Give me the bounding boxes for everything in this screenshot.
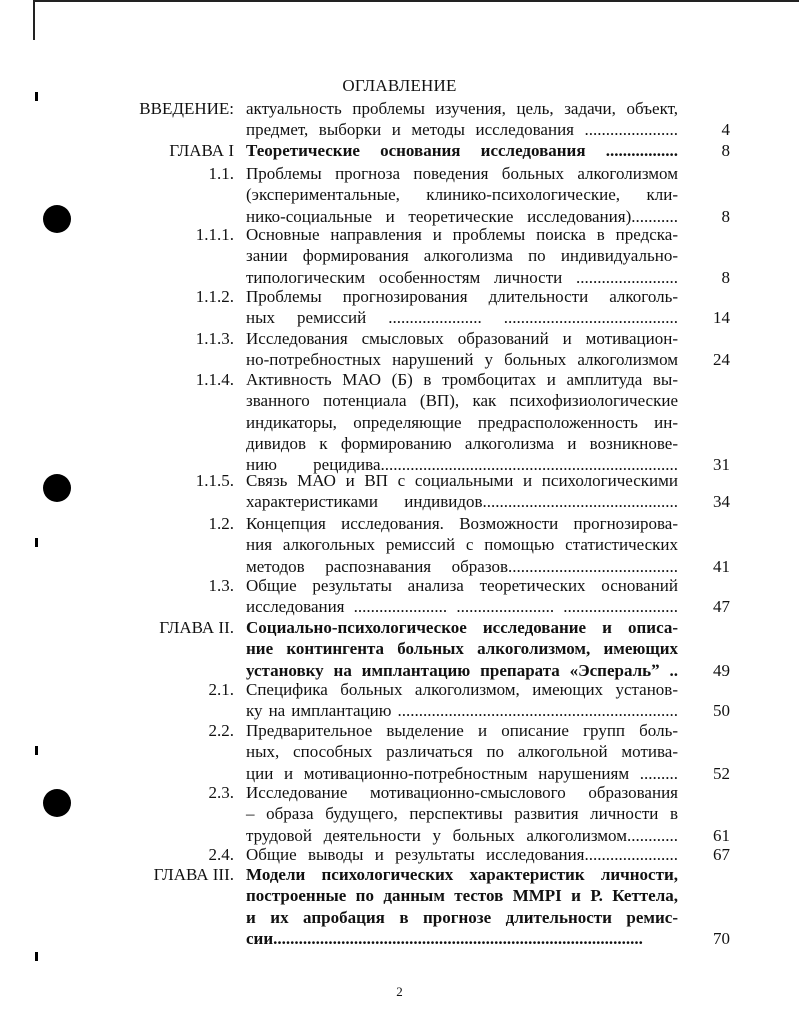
toc-entry-line: (экспериментальные, клинико-психологические, кли- <box>246 185 678 205</box>
toc-entry-title <box>246 679 678 722</box>
toc-entry-line: индикаторы, определяющие предрасположенность ин- <box>246 412 678 432</box>
toc-entry-title <box>246 575 678 618</box>
toc-entry-line: методов распознавания образов........................................ <box>246 556 678 576</box>
toc-entry-line: ции и мотивационно-потребностным нарушениям ......... <box>246 763 678 783</box>
toc-entry-page: 14 <box>713 308 730 328</box>
toc-entry-title <box>246 864 678 949</box>
toc-entry-line: построенные по данным тестов MMPI и Р. Кеттела, <box>246 886 678 906</box>
toc-entry-number: 1.1.4. <box>195 370 234 389</box>
toc-entry-line: исследования ...................... ....................... ........................... <box>246 597 678 617</box>
toc-entry-line: Концепция исследования. Возможности прогнозирова- <box>246 514 678 533</box>
scan-mark <box>35 746 38 755</box>
toc-entry-line: ных, способных различаться по алкогольной мотива- <box>246 742 678 762</box>
toc-entry-title <box>246 286 678 329</box>
toc-entry-page: 24 <box>713 350 730 370</box>
toc-entry-line: ных ремиссий ...................... ......................................... <box>246 308 678 328</box>
toc-entry-line: Предварительное выделение и описание групп боль- <box>246 721 678 740</box>
toc-entry-title <box>246 369 678 475</box>
toc-entry-line: ку на имплантацию .................................................................. <box>246 701 678 721</box>
punch-hole-icon <box>43 474 71 502</box>
toc-entry-number: 2.4. <box>208 845 234 864</box>
toc-entry-page: 50 <box>713 701 730 721</box>
toc-entry-line: Общие выводы и результаты исследования...................... <box>246 845 678 864</box>
toc-entry-line: Основные направления и проблемы поиска в предска- <box>246 225 678 244</box>
toc-entry-page: 47 <box>713 597 730 617</box>
toc-entry-page: 34 <box>713 492 730 512</box>
toc-entry-page: 41 <box>713 556 730 576</box>
toc-entry-number: 1.1.3. <box>195 329 234 348</box>
toc-entry-line: и их апробация в прогнозе длительности ремис- <box>246 907 678 927</box>
toc-entry-page: 49 <box>713 660 730 680</box>
toc-entry-page: 52 <box>713 763 730 783</box>
toc-entry-line: ния алкогольных ремиссий с помощью статистических <box>246 535 678 555</box>
toc-entry-number: 1.1.5. <box>195 471 234 490</box>
toc-entry-line: трудовой деятельности у больных алкоголизмом............ <box>246 825 678 845</box>
toc-entry-line: типологическим особенностям личности ........................ <box>246 267 678 287</box>
toc-entry-page: 61 <box>713 825 730 845</box>
toc-entry-line: но-потребностных нарушений у больных алкоголизмом <box>246 350 678 370</box>
toc-entry-title <box>246 782 678 846</box>
toc-entry-number: 1.2. <box>208 514 234 533</box>
toc-entry-line: Специфика больных алкоголизмом, имеющих установ- <box>246 680 678 699</box>
toc-entry-line: характеристиками индивидов.............................................. <box>246 492 678 512</box>
toc-entry-title <box>246 224 678 288</box>
toc-entry-line: Модели психологических характеристик личности, <box>246 865 678 884</box>
toc-entry-number: 1.1. <box>208 164 234 183</box>
page-title: ОГЛАВЛЕНИЕ <box>342 76 457 95</box>
toc-entry-line: Теоретические основания исследования ................. <box>246 141 678 160</box>
toc-entry-page: 8 <box>721 206 730 226</box>
toc-entry-line: Исследование мотивационно-смыслового образования <box>246 783 678 802</box>
punch-hole-icon <box>43 789 71 817</box>
scan-border-top <box>34 0 799 2</box>
toc-entry-line: дивидов к формированию алкоголизма и возникнове- <box>246 433 678 453</box>
punch-hole-icon <box>43 205 71 233</box>
toc-entry-title <box>246 470 678 513</box>
toc-entry-page: 67 <box>713 845 730 864</box>
toc-entry-title <box>246 720 678 784</box>
toc-entry-number: ГЛАВА I <box>169 141 234 160</box>
toc-entry-number: ГЛАВА III. <box>153 865 234 884</box>
scan-mark <box>35 952 38 961</box>
toc-entry-line: предмет, выборки и методы исследования ...................... <box>246 120 678 140</box>
toc-entry-line: Исследования смысловых образований и мотивацион- <box>246 329 678 348</box>
toc-entry-line: нию рецидива...................................................................... <box>246 455 678 475</box>
toc-entry-number: 1.1.1. <box>195 225 234 244</box>
toc-entry-page: 8 <box>721 141 730 160</box>
toc-entry-title <box>246 163 678 227</box>
toc-entry-number: 2.2. <box>208 721 234 740</box>
toc-entry-line: Активность МАО (Б) в тромбоцитах и амплитуда вы- <box>246 370 678 389</box>
toc-entry-page: 4 <box>721 120 730 140</box>
toc-entry-line: – образа будущего, перспективы развития личности в <box>246 804 678 824</box>
toc-entry-line: Социально-психологическое исследование и описа- <box>246 618 678 637</box>
toc-entry-line: званного потенциала (ВП), как психофизиологические <box>246 391 678 411</box>
toc-entry-number: 2.3. <box>208 783 234 802</box>
toc-entry-line: установку на имплантацию препарата «Эсперальˮ .. <box>246 660 678 680</box>
toc-entry-number: 1.3. <box>208 576 234 595</box>
toc-entry-line: Проблемы прогноза поведения больных алкоголизмом <box>246 164 678 183</box>
toc-entry-line: Проблемы прогнозирования длительности алкоголь- <box>246 287 678 306</box>
toc-entry-title <box>246 513 678 577</box>
toc-entry-number: 1.1.2. <box>195 287 234 306</box>
toc-entry-page: 70 <box>713 928 730 948</box>
toc-entry-title <box>246 140 678 161</box>
toc-entry-line: Общие результаты анализа теоретических оснований <box>246 576 678 595</box>
toc-entry-title <box>246 844 678 865</box>
toc-entry-page: 31 <box>713 455 730 475</box>
toc-entry-title <box>246 328 678 371</box>
toc-entry-line: Связь МАО и ВП с социальными и психологическими <box>246 471 678 490</box>
toc-entry-title <box>246 617 678 681</box>
page-number: 2 <box>396 984 403 999</box>
toc-entry-number: ГЛАВА II. <box>159 618 234 637</box>
toc-entry-line: актуальность проблемы изучения, цель, задачи, объект, <box>246 99 678 118</box>
toc-entry-number: 2.1. <box>208 680 234 699</box>
toc-entry-line: сии....................................................................................... <box>246 928 643 948</box>
scan-border-left <box>33 0 35 40</box>
toc-entry-number: ВВЕДЕНИЕ: <box>139 99 234 118</box>
toc-entry-title <box>246 98 678 141</box>
scan-mark <box>35 538 38 547</box>
toc-entry-line: нико-социальные и теоретические исследования)........... <box>246 206 678 226</box>
toc-entry-page: 8 <box>721 267 730 287</box>
toc-entry-line: зании формирования алкоголизма по индивидуально- <box>246 246 678 266</box>
toc-entry-line: ние контингента больных алкоголизмом, имеющих <box>246 639 678 659</box>
